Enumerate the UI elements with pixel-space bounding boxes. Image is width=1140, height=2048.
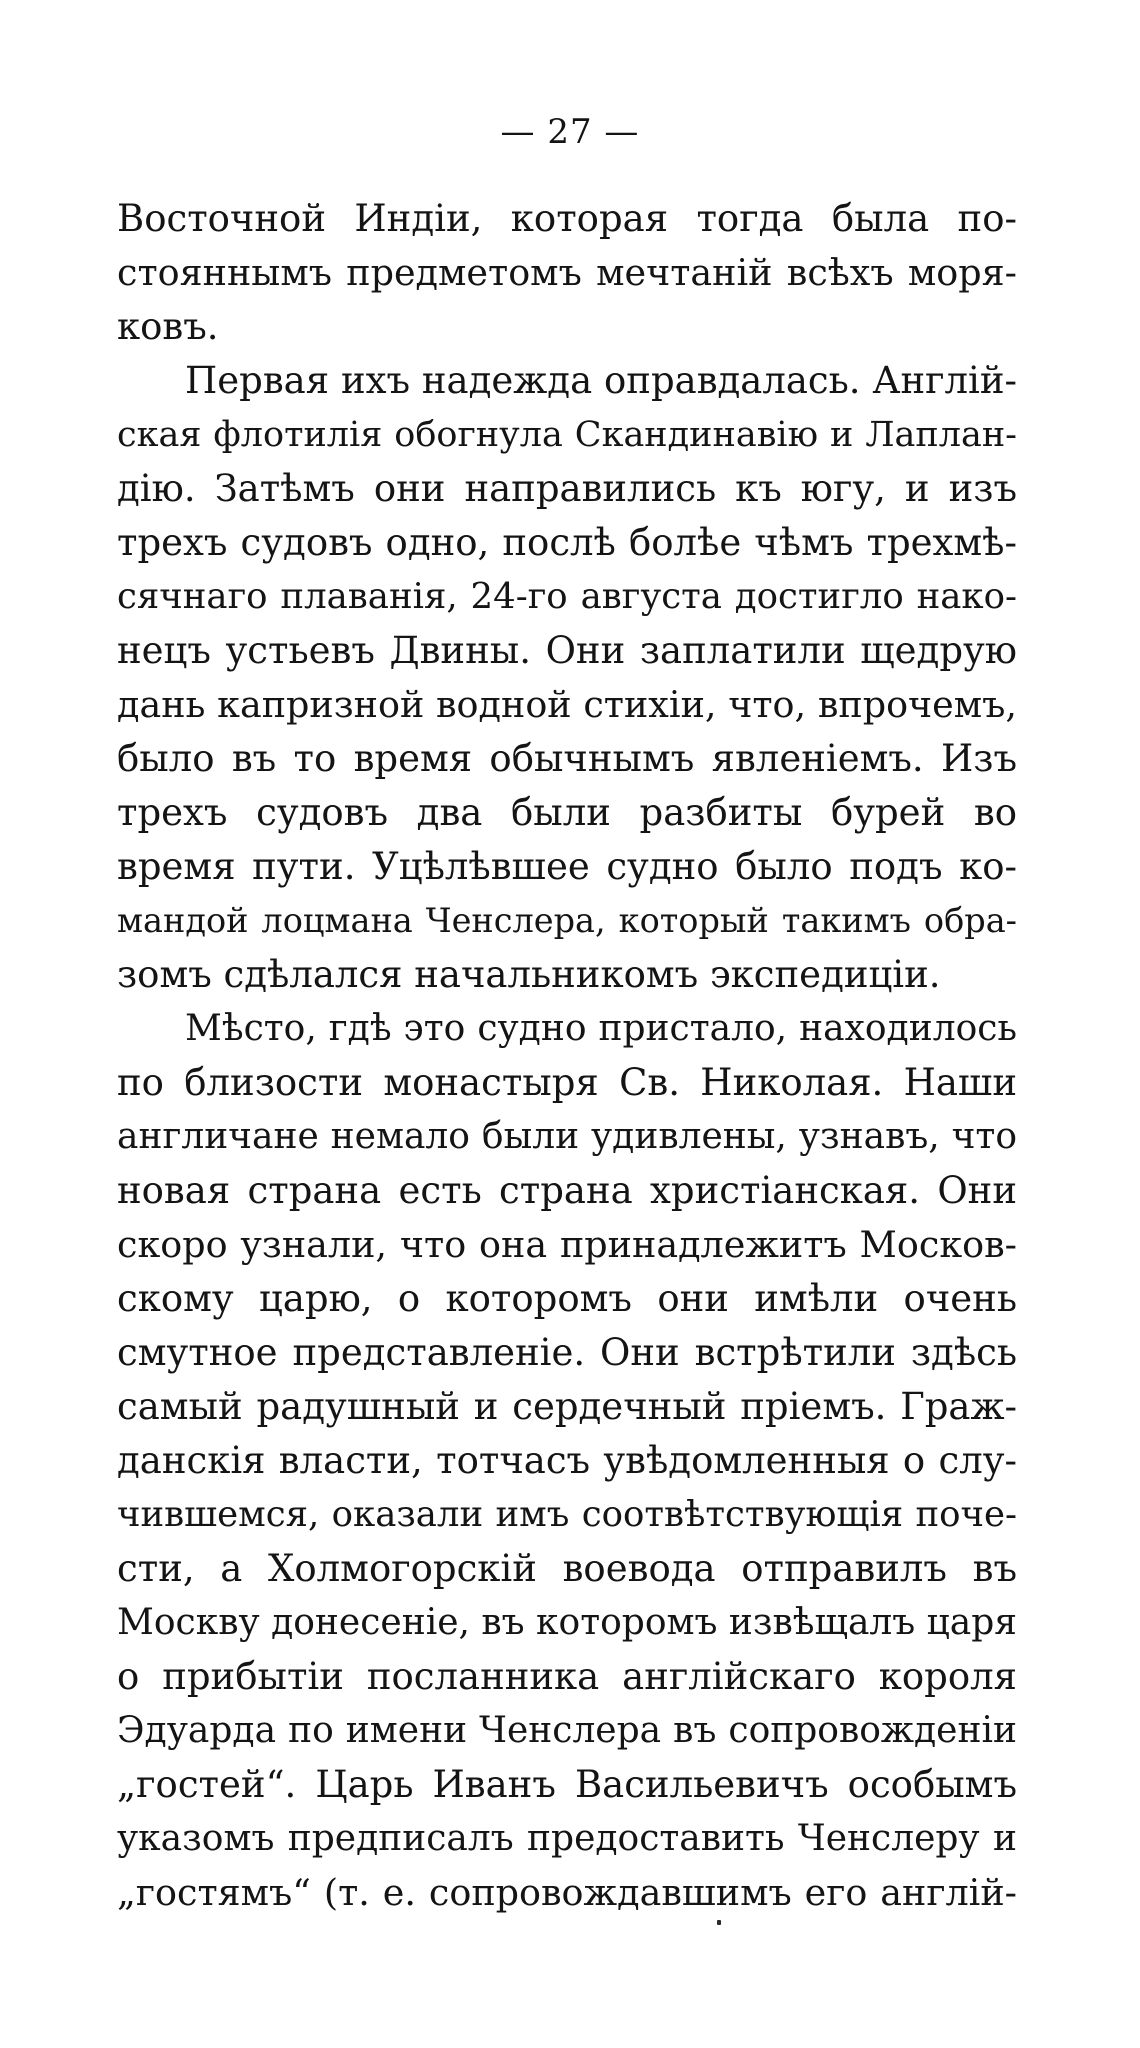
text-line: смутное представленіе. Они встрѣтили здѣсь (117, 1331, 1017, 1374)
text-line: данскія власти, тотчасъ увѣдомленныя о слу- (117, 1439, 1017, 1482)
page-number: — 27 — (500, 112, 640, 152)
paragraph-start-line: Первая ихъ надежда оправдалась. Англій- (185, 359, 1017, 402)
text-line: ская флотилія обогнула Скандинавію и Лаплан- (117, 415, 1017, 455)
body-text (117, 192, 1017, 1920)
text-line: самый радушный и сердечный пріемъ. Граж- (117, 1385, 1017, 1428)
text-line: скому царю, о которомъ они имѣли очень (117, 1277, 1017, 1320)
text-line: сячнаго плаванія, 24-го августа достигло нако- (117, 576, 1017, 617)
text-line: стояннымъ предметомъ мечтаній всѣхъ моря- (117, 251, 1017, 294)
text-line: указомъ предписалъ предоставить Ченслеру и (117, 1818, 1017, 1859)
text-line: нецъ устьевъ Двины. Они заплатили щедрую (117, 629, 1017, 672)
text-line: чившемся, оказали имъ соотвѣтствующія поче- (117, 1494, 1017, 1535)
text-line: англичане немало были удивлены, узнавъ, что (117, 1116, 1017, 1157)
text-line: мандой лоцмана Ченслера, который такимъ обра- (117, 901, 1017, 940)
text-line: по близости монастыря Св. Николая. Наши (117, 1061, 1017, 1104)
text-line: новая страна есть страна христіанская. Они (117, 1169, 1017, 1212)
text-line: время пути. Уцѣлѣвшее судно было подъ ко- (117, 845, 1017, 888)
text-line: „гостямъ“ (т. е. сопровождавшимъ его англій- (117, 1871, 1017, 1914)
text-line: дію. Затѣмъ они направились къ югу, и изъ (117, 467, 1017, 510)
paragraph-start-line: Мѣсто, гдѣ это судно пристало, находилось (185, 1008, 1017, 1049)
text-line: зомъ сдѣлался начальникомъ экспедиціи. (117, 953, 941, 996)
ink-speck (717, 1920, 721, 1925)
text-line: скоро узнали, что она принадлежитъ Москов- (117, 1223, 1017, 1266)
text-line: ковъ. (117, 305, 219, 348)
text-line: о прибытіи посланника англійскаго короля (117, 1655, 1017, 1698)
text-line: Восточной Индіи, которая тогда была по- (117, 197, 1017, 240)
text-line: Москву донесеніе, въ которомъ извѣщалъ царя (117, 1602, 1017, 1643)
text-line: трехъ судовъ одно, послѣ болѣе чѣмъ трехмѣ- (117, 521, 1017, 564)
text-line: дань капризной водной стихіи, что, впрочемъ, (117, 683, 1017, 726)
text-line: „гостей“. Царь Иванъ Васильевичъ особымъ (117, 1763, 1017, 1806)
text-line: трехъ судовъ два были разбиты бурей во (117, 791, 1017, 834)
text-line: Эдуарда по имени Ченслера въ сопровожденіи (117, 1710, 1017, 1751)
text-line: сти, а Холмогорскій воевода отправилъ въ (117, 1547, 1017, 1590)
text-line: было въ то время обычнымъ явленіемъ. Изъ (117, 737, 1017, 780)
